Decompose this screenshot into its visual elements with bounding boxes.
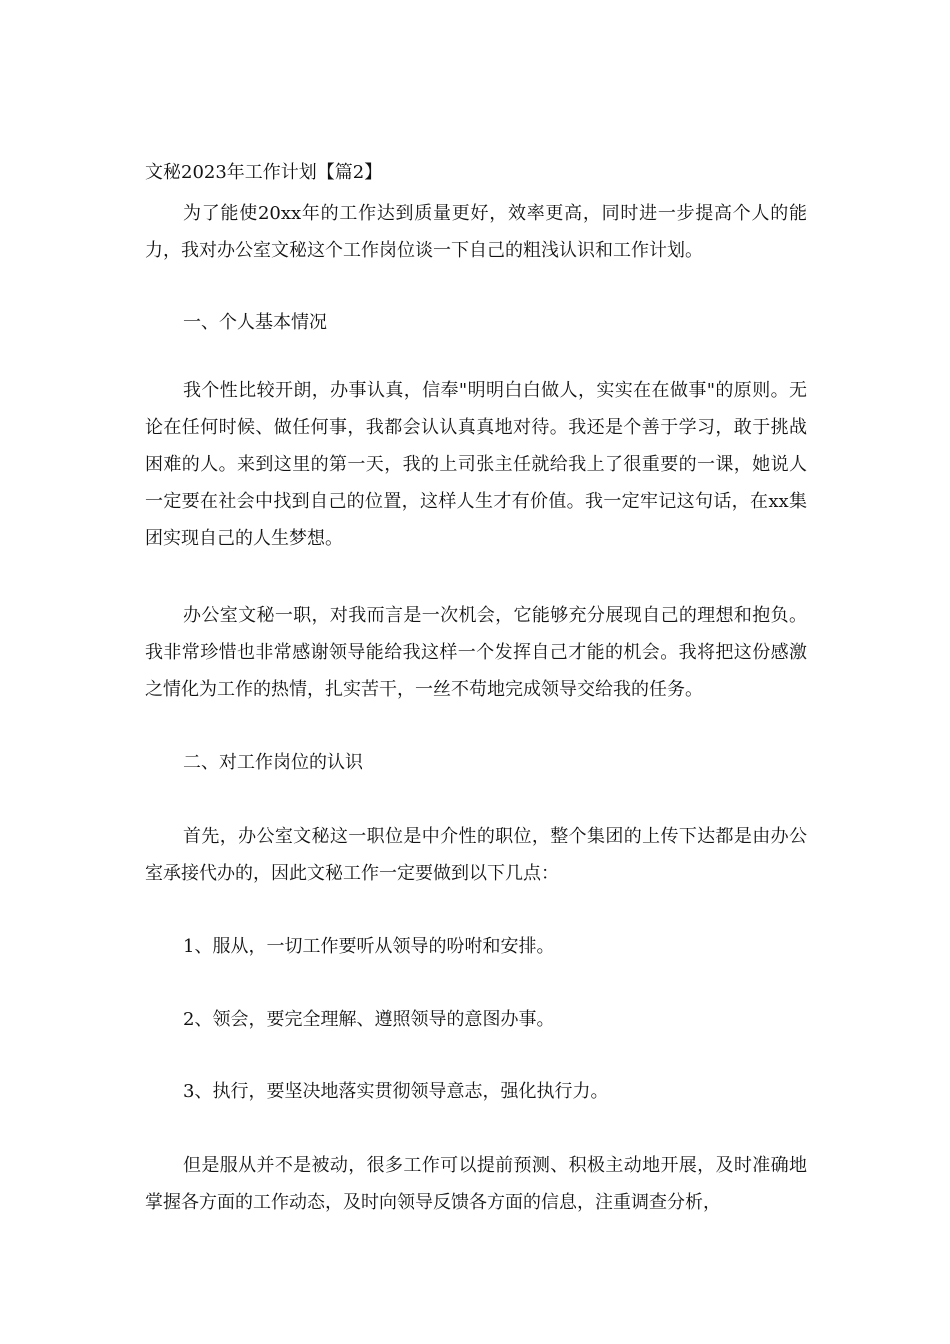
role-paragraph-2: 但是服从并不是被动，很多工作可以提前预测、积极主动地开展，及时准确地掌握各方面的工作动态，及时向领导反馈各方面的信息，注重调查分析，	[145, 1155, 807, 1213]
intro-paragraph: 为了能使20xx年的工作达到质量更好，效率更高，同时进一步提高个人的能力，我对办公室文秘这个工作岗位谈一下自己的粗浅认识和工作计划。	[145, 203, 807, 261]
role-paragraph-1: 首先，办公室文秘这一职位是中介性的职位，整个集团的上传下达都是由办公室承接代办的，因此文秘工作一定要做到以下几点：	[145, 826, 807, 884]
list-item-obey: 1、服从，一切工作要听从领导的吩咐和安排。	[183, 936, 555, 957]
document-title: 文秘2023年工作计划【篇2】	[145, 162, 383, 183]
list-item-understand: 2、领会，要完全理解、遵照领导的意图办事。	[183, 1009, 555, 1030]
list-item-execute: 3、执行，要坚决地落实贯彻领导意志，强化执行力。	[183, 1081, 609, 1102]
personal-paragraph-2: 办公室文秘一职，对我而言是一次机会，它能够充分展现自己的理想和抱负。我非常珍惜也非常感谢领导能给我这样一个发挥自己才能的机会。我将把这份感激之情化为工作的热情，扎实苦干，一丝不苟地完成领导交给我的任务。	[145, 605, 807, 700]
section-heading-personal: 一、个人基本情况	[183, 312, 327, 333]
personal-paragraph-1: 我个性比较开朗，办事认真，信奉"明明白白做人，实实在在做事"的原则。无论在任何时候、做任何事，我都会认认真真地对待。我还是个善于学习，敢于挑战困难的人。来到这里的第一天，我的上司张主任就给我上了很重要的一课，她说人一定要在社会中找到自己的位置，这样人生才有价值。我一定牢记这句话，在xx集团实现自己的人生梦想。	[145, 380, 807, 549]
section-heading-role: 二、对工作岗位的认识	[183, 752, 363, 773]
